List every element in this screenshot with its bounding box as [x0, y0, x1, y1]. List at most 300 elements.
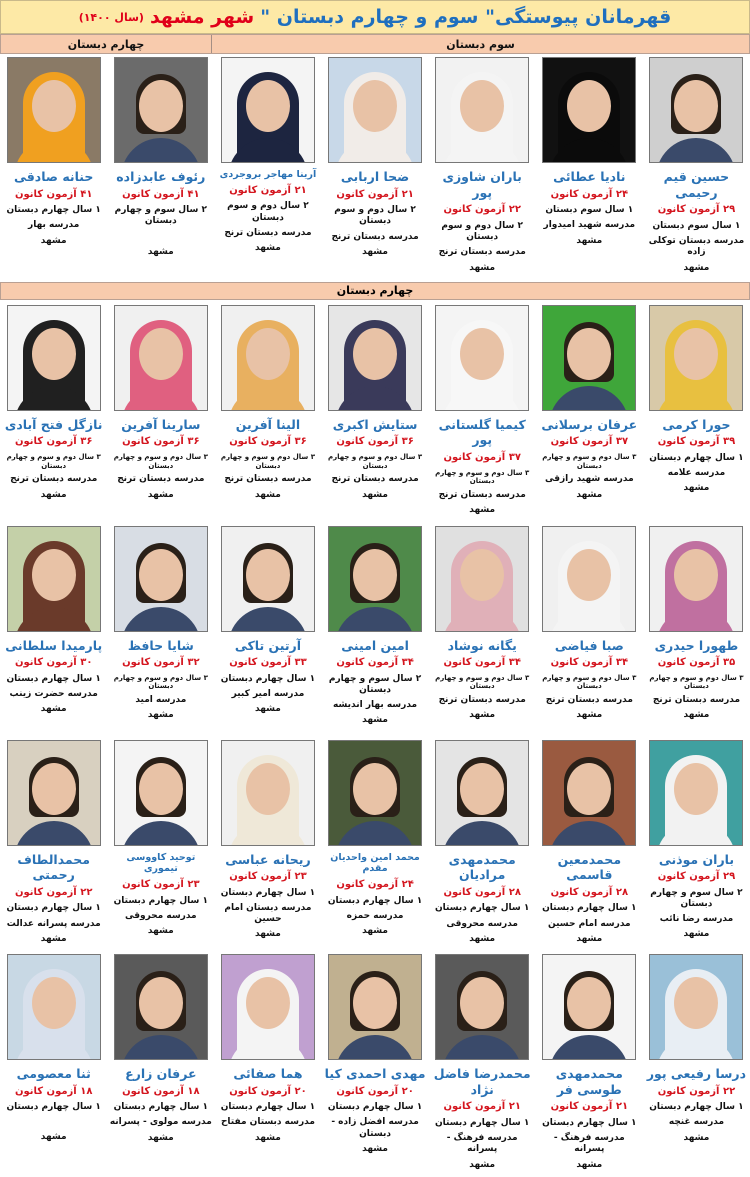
city-name: مشهد — [576, 489, 603, 500]
student-photo — [542, 526, 636, 632]
student-card — [322, 951, 429, 1177]
student-photo — [221, 526, 315, 632]
city-name: مشهد — [40, 933, 67, 944]
years-studied: ۳ سال دوم و سوم و چهارم دبستان — [113, 673, 208, 691]
years-studied: ۱ سال سوم دبستان — [652, 220, 741, 231]
student-row — [0, 54, 750, 280]
student-name: یگانه نوشاد — [447, 637, 517, 653]
years-studied: ۲ سال سوم و چهارم دبستان — [650, 887, 743, 909]
city-name: مشهد — [576, 933, 603, 944]
years-studied: ۱ سال چهارم دبستان — [6, 673, 101, 684]
school-name: مدرسه دبستان ترنج — [117, 474, 205, 485]
city-name: مشهد — [469, 262, 496, 273]
city-name: مشهد — [469, 933, 496, 944]
face-shape — [460, 80, 504, 132]
city-name: مشهد — [576, 1159, 603, 1170]
student-name: محمدمعین قاسمی — [557, 851, 622, 883]
years-studied: ۱ سال چهارم دبستان — [6, 903, 101, 914]
student-name: حنانه صادقی — [13, 169, 94, 184]
face-shape — [353, 549, 397, 601]
student-photo — [328, 740, 422, 846]
student-name: الینا آفرین — [235, 416, 301, 432]
city-name: مشهد — [362, 715, 388, 726]
student-card — [536, 523, 643, 737]
header-fourth-grade: چهارم دبستان — [67, 37, 145, 51]
shoulders-shape — [228, 607, 308, 632]
city-name: مشهد — [469, 710, 496, 721]
student-photo — [435, 740, 529, 846]
exam-count: ۲۸ آزمون کانون — [443, 886, 521, 898]
exam-count: ۳۳ آزمون کانون — [229, 657, 307, 669]
school-name: مدرسه محروقی — [124, 911, 197, 921]
poster-title — [0, 0, 750, 34]
city-name: مشهد — [469, 1159, 496, 1170]
shoulders-shape — [121, 607, 201, 632]
face-shape — [567, 328, 611, 380]
city-name: مشهد — [147, 246, 174, 257]
student-photo — [649, 305, 743, 411]
student-photo — [114, 526, 208, 632]
student-card — [214, 54, 321, 280]
student-card — [536, 302, 643, 523]
years-studied: ۲ سال دوم و سوم دبستان — [334, 205, 416, 227]
student-card — [107, 523, 214, 737]
school-name: مدرسه دبستان ترنج — [438, 695, 526, 706]
city-name: مشهد — [255, 243, 281, 254]
school-name: مدرسه محروقی — [446, 918, 519, 929]
exam-count: ۲۱ آزمون کانون — [443, 1101, 521, 1113]
school-name: مدرسه دبستان ترنج — [10, 474, 98, 485]
student-photo — [328, 526, 422, 632]
student-photo — [328, 305, 422, 411]
school-name: مدرسه امام حسین — [548, 918, 631, 929]
exam-count: ۴۱ آزمون کانون — [122, 188, 200, 200]
city-name: مشهد — [576, 235, 603, 246]
city-name: مشهد — [683, 710, 710, 721]
shoulders-shape — [335, 1035, 415, 1060]
exam-count: ۳۴ آزمون کانون — [443, 657, 521, 669]
student-card — [214, 951, 321, 1177]
exam-count: ۳۴ آزمون کانون — [336, 657, 414, 669]
city-name: مشهد — [362, 489, 388, 500]
student-photo — [542, 305, 636, 411]
shoulders-shape — [656, 138, 736, 163]
student-photo — [7, 305, 101, 411]
years-studied: ۱ سال چهارم دبستان — [542, 903, 637, 914]
face-shape — [353, 80, 397, 132]
face-shape — [567, 977, 611, 1029]
student-photo — [7, 740, 101, 846]
face-shape — [460, 328, 504, 380]
student-name: طهورا حیدری — [654, 637, 739, 653]
exam-count: ۳۶ آزمون کانون — [229, 436, 307, 448]
exam-count: ۲۴ آزمون کانون — [336, 879, 414, 891]
city-name: مشهد — [362, 1143, 388, 1154]
exam-count: ۳۹ آزمون کانون — [657, 436, 736, 448]
student-card — [429, 737, 536, 952]
school-name: مدرسه افضل زاده - دبستان — [331, 1117, 419, 1139]
student-photo — [435, 526, 529, 632]
student-photo — [221, 57, 315, 163]
student-photo — [114, 57, 208, 163]
student-card — [107, 951, 214, 1177]
school-name: مدرسه دبستان ترنج — [545, 695, 633, 706]
student-photo — [542, 954, 636, 1060]
face-shape — [246, 977, 290, 1029]
face-shape — [139, 80, 183, 132]
student-photo — [221, 954, 315, 1060]
student-photo — [221, 740, 315, 846]
student-name: محمدالطاف رحمتی — [17, 851, 91, 883]
shoulders-shape — [549, 386, 629, 411]
years-studied: ۱ سال چهارم دبستان — [649, 452, 744, 463]
face-shape — [246, 80, 290, 132]
student-name: آرینا مهاجر بروجردی — [219, 169, 317, 180]
student-card — [643, 951, 750, 1177]
city-name: مشهد — [255, 489, 281, 500]
exam-count: ۲۰ آزمون کانون — [229, 1085, 307, 1097]
face-shape — [139, 977, 183, 1029]
school-name: مدرسه رضا نائب — [659, 914, 734, 925]
years-studied: ۱ سال چهارم دبستان — [434, 903, 530, 914]
school-name: مدرسه فرهنگ - پسرانه — [446, 1133, 518, 1155]
city-name: مشهد — [147, 1132, 174, 1143]
city-name: مشهد — [255, 1132, 281, 1143]
years-studied: ۲ سال سوم و چهارم دبستان — [114, 205, 207, 227]
school-name: مدرسه غنچه — [668, 1117, 725, 1128]
student-card — [322, 737, 429, 952]
exam-count: ۲۴ آزمون کانون — [550, 188, 629, 200]
years-studied: ۲ سال دوم و سوم دبستان — [227, 201, 309, 223]
city-name: مشهد — [40, 489, 67, 500]
student-card — [322, 302, 429, 523]
student-photo — [7, 954, 101, 1060]
student-card — [214, 302, 321, 523]
student-name: ریحانه عباسی — [225, 851, 311, 867]
exam-count: ۳۵ آزمون کانون — [657, 657, 736, 669]
years-studied: ۳ سال دوم و سوم و چهارم دبستان — [542, 673, 637, 691]
city-name: مشهد — [255, 704, 281, 715]
school-name: مدرسه دبستان ترنج — [438, 490, 526, 500]
city-name: مشهد — [362, 246, 388, 257]
student-card — [0, 302, 107, 523]
student-card — [0, 737, 107, 952]
student-photo — [649, 57, 743, 163]
student-card — [322, 54, 429, 280]
student-card — [429, 302, 536, 523]
face-shape — [567, 763, 611, 815]
years-studied: ۱ سال چهارم دبستان — [649, 1102, 744, 1113]
face-shape — [460, 549, 504, 601]
city-name: مشهد — [40, 704, 67, 715]
exam-count: ۲۱ آزمون کانون — [336, 188, 414, 200]
city-name: مشهد — [147, 710, 174, 721]
school-name: مدرسه شهید امیدوار — [543, 220, 636, 231]
face-shape — [353, 328, 397, 380]
face-shape — [674, 549, 718, 601]
student-photo — [328, 954, 422, 1060]
student-name: عرفان برسلانی — [541, 416, 638, 432]
student-card — [429, 951, 536, 1177]
shoulders-shape — [442, 1035, 522, 1060]
student-card — [322, 523, 429, 737]
city-name: مشهد — [683, 1132, 710, 1143]
years-studied: ۱ سال چهارم دبستان — [327, 895, 423, 906]
student-name: هما صفائی — [233, 1066, 303, 1081]
student-card — [214, 737, 321, 952]
student-name: رئوف عابدزاده — [116, 169, 206, 184]
student-photo — [649, 740, 743, 846]
student-name: صبا فیاضی — [554, 637, 624, 653]
exam-count: ۳۷ آزمون کانون — [550, 436, 629, 448]
student-name: امین امینی — [341, 637, 409, 653]
face-shape — [139, 328, 183, 380]
student-name: نازگل فتح آبادی — [4, 416, 103, 432]
shoulders-shape — [335, 607, 415, 632]
years-studied: ۳ سال دوم و سوم و چهارم دبستان — [220, 452, 315, 470]
face-shape — [460, 977, 504, 1029]
student-name: ثنا معصومی — [16, 1066, 91, 1081]
years-studied: ۱ سال چهارم دبستان — [113, 895, 209, 906]
shoulders-shape — [121, 138, 201, 163]
face-shape — [674, 763, 718, 815]
student-photo — [435, 57, 529, 163]
student-photo — [328, 57, 422, 163]
school-name: مدرسه دبستان امام حسین — [224, 902, 312, 925]
years-studied: ۱ سال چهارم دبستان — [542, 1117, 637, 1128]
student-name: مهدی احمدی کیا — [324, 1066, 426, 1081]
student-card — [429, 523, 536, 737]
exam-count: ۳۶ آزمون کانون — [336, 436, 414, 448]
exam-count: ۲۲ آزمون کانون — [657, 1085, 736, 1097]
student-name: محمدرضا فاضل نژاد — [433, 1066, 531, 1097]
face-shape — [567, 549, 611, 601]
face-shape — [32, 763, 76, 815]
title-year: (سال ۱۴۰۰) — [78, 10, 144, 24]
school-name: مدرسه دبستان ترنج — [652, 695, 741, 706]
student-row — [0, 737, 750, 952]
exam-count: ۳۴ آزمون کانون — [550, 657, 629, 669]
school-name: مدرسه مولوی - پسرانه — [109, 1117, 212, 1128]
years-studied: ۳ سال دوم و سوم و چهارم دبستان — [649, 673, 744, 691]
exam-count: ۱۸ آزمون کانون — [14, 1085, 93, 1097]
years-studied: ۳ سال دوم و سوم و چهارم دبستان — [435, 673, 530, 691]
student-name: سارینا آفرین — [121, 416, 201, 432]
exam-count: ۲۳ آزمون کانون — [229, 871, 307, 883]
face-shape — [32, 977, 76, 1029]
exam-count: ۲۸ آزمون کانون — [550, 886, 629, 898]
title-main: قهرمانان پیوستگی" سوم و چهارم دبستان " — [260, 6, 672, 28]
exam-count: ۲۱ آزمون کانون — [229, 184, 307, 196]
student-name: درسا رفیعی پور — [646, 1066, 747, 1081]
face-shape — [567, 80, 611, 132]
school-name: مدرسه امیر کبیر — [231, 688, 305, 699]
shoulders-shape — [14, 821, 94, 846]
student-name: ستایش اکبری — [332, 416, 418, 432]
student-name: باران موذنی — [658, 851, 735, 867]
city-name: مشهد — [147, 489, 174, 500]
exam-count: ۲۱ آزمون کانون — [550, 1101, 629, 1113]
face-shape — [353, 763, 397, 815]
years-studied: ۱ سال چهارم دبستان — [434, 1117, 530, 1128]
exam-count: ۳۶ آزمون کانون — [122, 436, 200, 448]
student-name: کیمیا گلستانی پور — [438, 416, 526, 448]
student-photo — [435, 954, 529, 1060]
school-name: مدرسه دبستان ترنج — [224, 474, 312, 485]
student-row — [0, 302, 750, 523]
face-shape — [32, 549, 76, 601]
student-card — [643, 737, 750, 952]
years-studied: ۱ سال چهارم دبستان — [6, 1102, 101, 1113]
school-name: مدرسه دبستان ترنج — [331, 474, 419, 485]
shoulders-shape — [335, 821, 415, 846]
student-photo — [114, 954, 208, 1060]
exam-count: ۳۰ آزمون کانون — [14, 657, 93, 669]
years-studied: ۱ سال چهارم دبستان — [220, 673, 316, 684]
city-name: مشهد — [40, 1132, 67, 1143]
student-card — [0, 951, 107, 1177]
years-studied: ۳ سال دوم و سوم و چهارم دبستان — [6, 452, 101, 470]
student-name: ضحا اربابی — [340, 169, 410, 184]
student-card — [107, 54, 214, 280]
school-name: مدرسه دبستان ترنج — [438, 247, 526, 258]
student-card — [107, 737, 214, 952]
school-name: مدرسه شهید رازقی — [545, 474, 634, 485]
student-photo — [7, 526, 101, 632]
years-studied: ۱ سال چهارم دبستان — [327, 1102, 423, 1113]
student-name: پارمیدا سلطانی — [5, 637, 103, 653]
student-photo — [114, 305, 208, 411]
student-photo — [542, 740, 636, 846]
exam-count: ۲۰ آزمون کانون — [336, 1085, 414, 1097]
city-name: مشهد — [40, 235, 67, 246]
student-name: محمدمهدی مرادیان — [448, 851, 516, 883]
exam-count: ۳۶ آزمون کانون — [14, 436, 93, 448]
title-city: شهر مشهد — [149, 6, 255, 28]
face-shape — [246, 763, 290, 815]
student-name: محمدمهدی طوسی فر — [555, 1066, 623, 1097]
student-name: محمد امین واحدیان مقدم — [330, 851, 420, 875]
years-studied: ۱ سال چهارم دبستان — [113, 1102, 209, 1113]
school-name: مدرسه بهار اندیشه — [333, 700, 418, 711]
exam-count: ۲۲ آزمون کانون — [14, 886, 93, 898]
city-name: مشهد — [683, 483, 710, 494]
student-photo — [435, 305, 529, 411]
face-shape — [32, 80, 76, 132]
school-name: مدرسه علامه — [667, 468, 726, 479]
student-name: آرتین تاکی — [234, 637, 302, 653]
years-studied: ۲ سال دوم و سوم دبستان — [441, 220, 523, 242]
years-studied: ۲ سال سوم و چهارم دبستان — [328, 673, 422, 695]
years-studied: ۱ سال چهارم دبستان — [220, 1102, 316, 1113]
exam-count: ۲۹ آزمون کانون — [657, 871, 736, 883]
shoulders-shape — [121, 1035, 201, 1060]
student-name: نادیا عطائی — [553, 169, 626, 184]
school-name: مدرسه فرهنگ - پسرانه — [553, 1133, 625, 1155]
student-card — [643, 302, 750, 523]
section-header-fourth-grade: چهارم دبستان — [0, 282, 750, 300]
years-studied: ۳ سال دوم و سوم و چهارم دبستان — [435, 468, 530, 486]
city-name: مشهد — [683, 929, 710, 940]
student-photo — [542, 57, 636, 163]
school-name: مدرسه دبستان ترنج — [224, 227, 312, 238]
student-card — [214, 523, 321, 737]
exam-count: ۳۷ آزمون کانون — [443, 452, 521, 463]
student-photo — [114, 740, 208, 846]
shoulders-shape — [549, 821, 629, 846]
face-shape — [246, 328, 290, 380]
face-shape — [32, 328, 76, 380]
school-name: مدرسه حضرت زینب — [9, 688, 98, 699]
student-card — [536, 737, 643, 952]
student-card — [107, 302, 214, 523]
school-name: مدرسه امید — [135, 695, 187, 706]
school-name: مدرسه بهار — [28, 220, 80, 231]
exam-count: ۴۱ آزمون کانون — [14, 188, 93, 200]
face-shape — [674, 328, 718, 380]
face-shape — [139, 549, 183, 601]
student-row — [0, 523, 750, 737]
student-photo — [649, 954, 743, 1060]
school-name: مدرسه حمزه — [346, 911, 404, 921]
grade-header — [0, 34, 750, 54]
student-card — [429, 54, 536, 280]
exam-count: ۲۲ آزمون کانون — [443, 204, 521, 216]
years-studied: ۳ سال دوم و سوم و چهارم دبستان — [328, 452, 423, 470]
school-name: مدرسه دبستان مفتاح — [220, 1117, 315, 1128]
exam-count: ۲۳ آزمون کانون — [122, 879, 200, 891]
student-card — [0, 54, 107, 280]
face-shape — [139, 763, 183, 815]
school-name: مدرسه پسرانه عدالت — [6, 918, 101, 929]
school-name: مدرسه دبستان ترنج — [331, 231, 419, 242]
students-grid — [0, 54, 750, 1177]
school-name: مدرسه دبستان توکلی زاده — [648, 236, 745, 258]
city-name: مشهد — [576, 710, 603, 721]
years-studied: ۱ سال چهارم دبستان — [220, 887, 316, 898]
exam-count: ۲۹ آزمون کانون — [657, 204, 736, 216]
exam-count: ۱۸ آزمون کانون — [122, 1085, 200, 1097]
student-card — [536, 951, 643, 1177]
city-name: مشهد — [469, 505, 496, 516]
face-shape — [246, 549, 290, 601]
student-name: باران شاوزی پور — [442, 169, 522, 200]
city-name: مشهد — [683, 262, 710, 273]
student-name: عرفان زارع — [125, 1066, 197, 1081]
years-studied: ۳ سال دوم و سوم و چهارم دبستان — [113, 452, 208, 470]
years-studied: ۳ سال دوم و سوم و چهارم دبستان — [542, 452, 637, 470]
student-name: شایا حافظ — [127, 637, 194, 653]
city-name: مشهد — [147, 926, 174, 937]
student-card — [643, 54, 750, 280]
face-shape — [460, 763, 504, 815]
student-card — [0, 523, 107, 737]
shoulders-shape — [549, 1035, 629, 1060]
student-card — [643, 523, 750, 737]
student-card — [536, 54, 643, 280]
years-studied: ۱ سال سوم دبستان — [545, 205, 634, 216]
exam-count: ۳۲ آزمون کانون — [122, 657, 200, 669]
header-third-grade: سوم دبستان — [211, 35, 749, 53]
city-name: مشهد — [362, 926, 388, 937]
student-photo — [7, 57, 101, 163]
student-photo — [649, 526, 743, 632]
years-studied: ۱ سال چهارم دبستان — [6, 205, 101, 216]
student-name: حورا کرمی — [662, 416, 731, 432]
student-name: حسین قیم رحیمی — [663, 169, 730, 200]
city-name: مشهد — [255, 929, 281, 940]
shoulders-shape — [442, 821, 522, 846]
